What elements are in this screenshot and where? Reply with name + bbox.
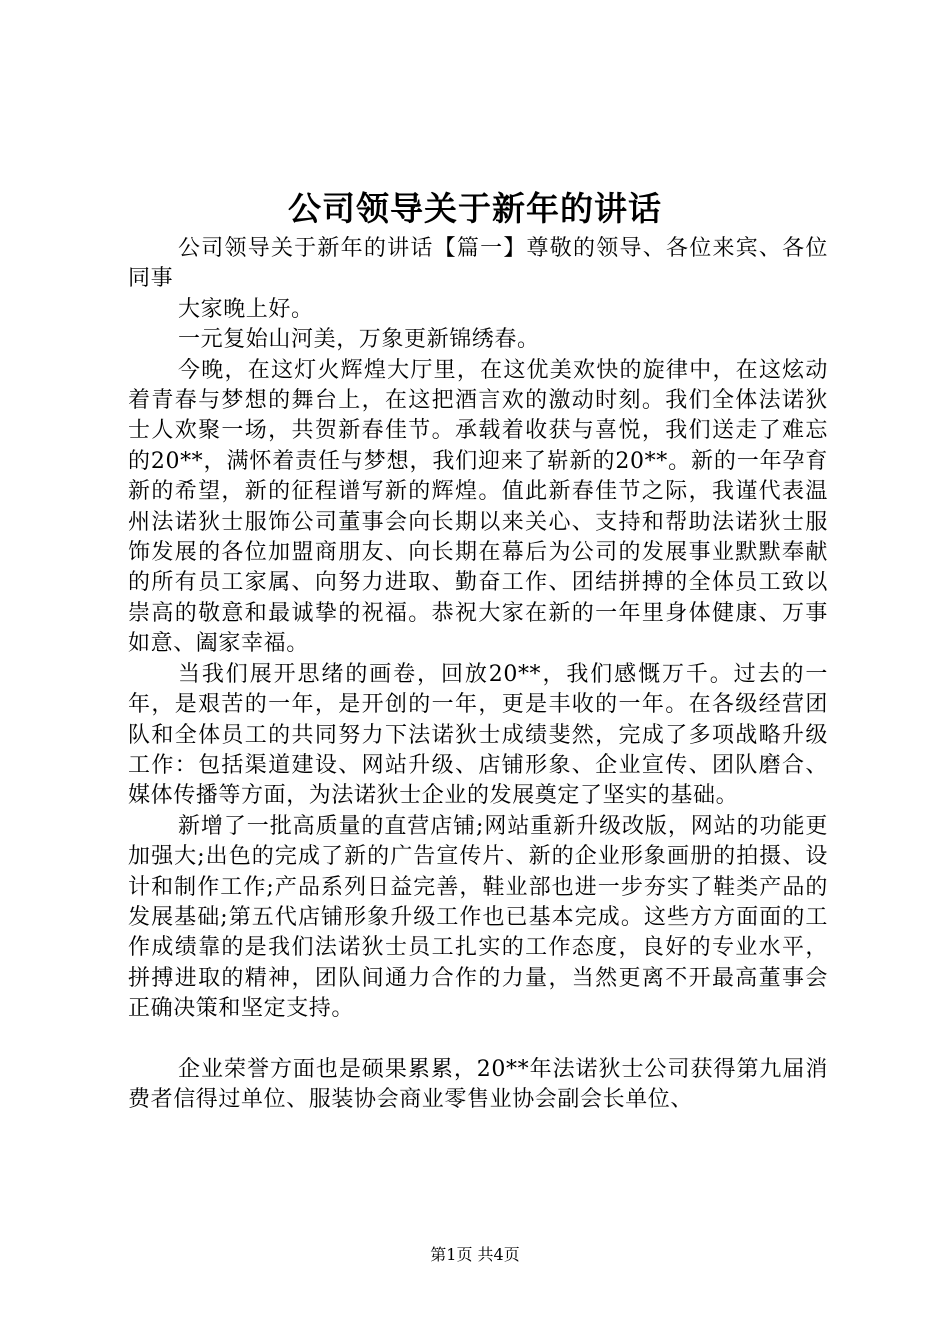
page-number: 第1页 共4页: [430, 1245, 520, 1264]
paragraph-year-review: 当我们展开思绪的画卷，回放20**，我们感慨万千。过去的一年，是艰苦的一年，是开创的一年，更是丰收的一年。在各级经营团队和全体员工的共同努力下法诺狄士成绩斐然，完成了多项战略升级工作：包括渠道建设、网站升级、店铺形象、企业宣传、团队磨合、媒体传播等方面，为法诺狄士企业的发展奠定了坚实的基础。: [128, 661, 828, 809]
paragraph-greeting: 大家晚上好。: [178, 296, 314, 322]
paragraph-spacer: [128, 1025, 828, 1055]
document-body: [128, 234, 828, 1115]
paragraph-greeting-intro: 公司领导关于新年的讲话【篇一】尊敬的领导、各位来宾、各位同事: [128, 236, 828, 292]
document-title: 公司领导关于新年的讲话: [288, 189, 662, 228]
paragraph-couplet: 一元复始山河美，万象更新锦绣春。: [178, 327, 540, 353]
paragraph-honors: 企业荣誉方面也是硕果累累，20**年法诺狄士公司获得第九届消费者信得过单位、服装协会商业零售业协会副会长单位、: [128, 1056, 828, 1112]
paragraph-achievements: 新增了一批高质量的直营店铺;网站重新升级改版，网站的功能更加强大;出色的完成了新的广告宣传片、新的企业形象画册的拍摄、设计和制作工作;产品系列日益完善，鞋业部也进一步夯实了鞋类产品的发展基础;第五代店铺形象升级工作也已基本完成。这些方方面面的工作成绩靠的是我们法诺狄士员工扎实的工作态度，良好的专业水平，拼搏进取的精神，团队间通力合作的力量，当然更离不开最高董事会正确决策和坚定支持。: [128, 813, 828, 1022]
paragraph-new-year-wishes: 今晚，在这灯火辉煌大厅里，在这优美欢快的旋律中，在这炫动着青春与梦想的舞台上，在这把酒言欢的激动时刻。我们全体法诺狄士人欢聚一场，共贺新春佳节。承载着收获与喜悦，我们送走了难忘的20**，满怀着责任与梦想，我们迎来了崭新的20**。新的一年孕育新的希望，新的征程谱写新的辉煌。值此新春佳节之际，我谨代表温州法诺狄士服饰公司董事会向长期以来关心、支持和帮助法诺狄士服饰发展的各位加盟商朋友、向长期在幕后为公司的发展事业默默奉献的所有员工家属、向努力进取、勤奋工作、团结拼搏的全体员工致以崇高的敬意和最诚挚的祝福。恭祝大家在新的一年里身体健康、万事如意、阖家幸福。: [128, 357, 828, 657]
